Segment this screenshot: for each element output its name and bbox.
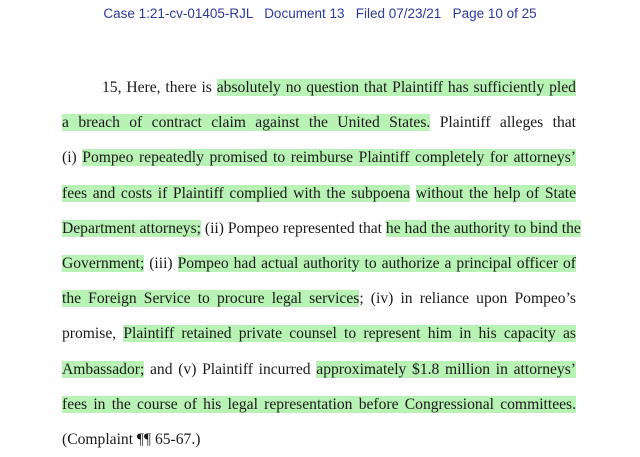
text-segment: ; (iv) in reliance upon Pompeo’s (359, 290, 576, 308)
text-line (62, 70, 576, 105)
text-line (62, 316, 576, 351)
text-line (62, 176, 576, 211)
highlighted-text: Pompeo had actual authority to authorize a principal officer of (177, 254, 576, 272)
highlighted-text: the Foreign Service to procure legal services (62, 290, 360, 308)
ecf-header (0, 6, 640, 21)
highlighted-text: absolutely no question that Plaintiff has sufficiently pled (216, 79, 576, 96)
highlighted-text: he had the authority to bind the (385, 219, 581, 237)
text-segment: (Complaint ¶¶ 65-67.) (62, 430, 201, 448)
highlighted-text: approximately $1.8 million in attorneys’ (316, 360, 576, 378)
highlighted-text: without the help of State (415, 184, 576, 202)
highlighted-text: fees and costs if Plaintiff complied with the subpoena (62, 184, 411, 202)
text-segment: Plaintiff alleges that (430, 114, 577, 132)
text-line (62, 246, 576, 281)
text-line (62, 140, 576, 175)
text-segment: (i) (62, 149, 83, 167)
highlighted-text: Department attorneys; (62, 219, 201, 237)
text-segment: 15, Here, there is (102, 79, 217, 96)
text-line (62, 105, 576, 140)
page-number: Page 10 of 25 (452, 6, 537, 21)
highlighted-text: Pompeo repeatedly promised to reimburse Plaintiff completely for attorneys’ (82, 149, 576, 167)
text-segment (410, 185, 416, 202)
document-number: Document 13 (264, 6, 345, 21)
highlighted-text: Government; (62, 254, 145, 272)
text-segment: (iii) (144, 254, 178, 272)
text-segment: promise, (62, 325, 124, 343)
highlighted-text: Plaintiff retained private counsel to represent him in his capacity as (123, 325, 576, 343)
text-segment: and (v) Plaintiff incurred (144, 360, 317, 378)
text-line (62, 281, 576, 316)
text-line (62, 387, 576, 422)
text-line (62, 352, 576, 387)
highlighted-text: Ambassador; (62, 360, 145, 378)
text-line (62, 211, 581, 246)
text-line (62, 422, 576, 457)
highlighted-text: fees in the course of his legal representation before Congressional committees. (62, 395, 576, 413)
paragraph-15 (62, 70, 581, 457)
case-number: Case 1:21-cv-01405-RJL (103, 6, 253, 21)
filed-date: Filed 07/23/21 (355, 6, 442, 21)
highlighted-text: a breach of contract claim against the United States. (62, 114, 431, 132)
text-segment: (ii) Pompeo represented that (201, 219, 386, 237)
